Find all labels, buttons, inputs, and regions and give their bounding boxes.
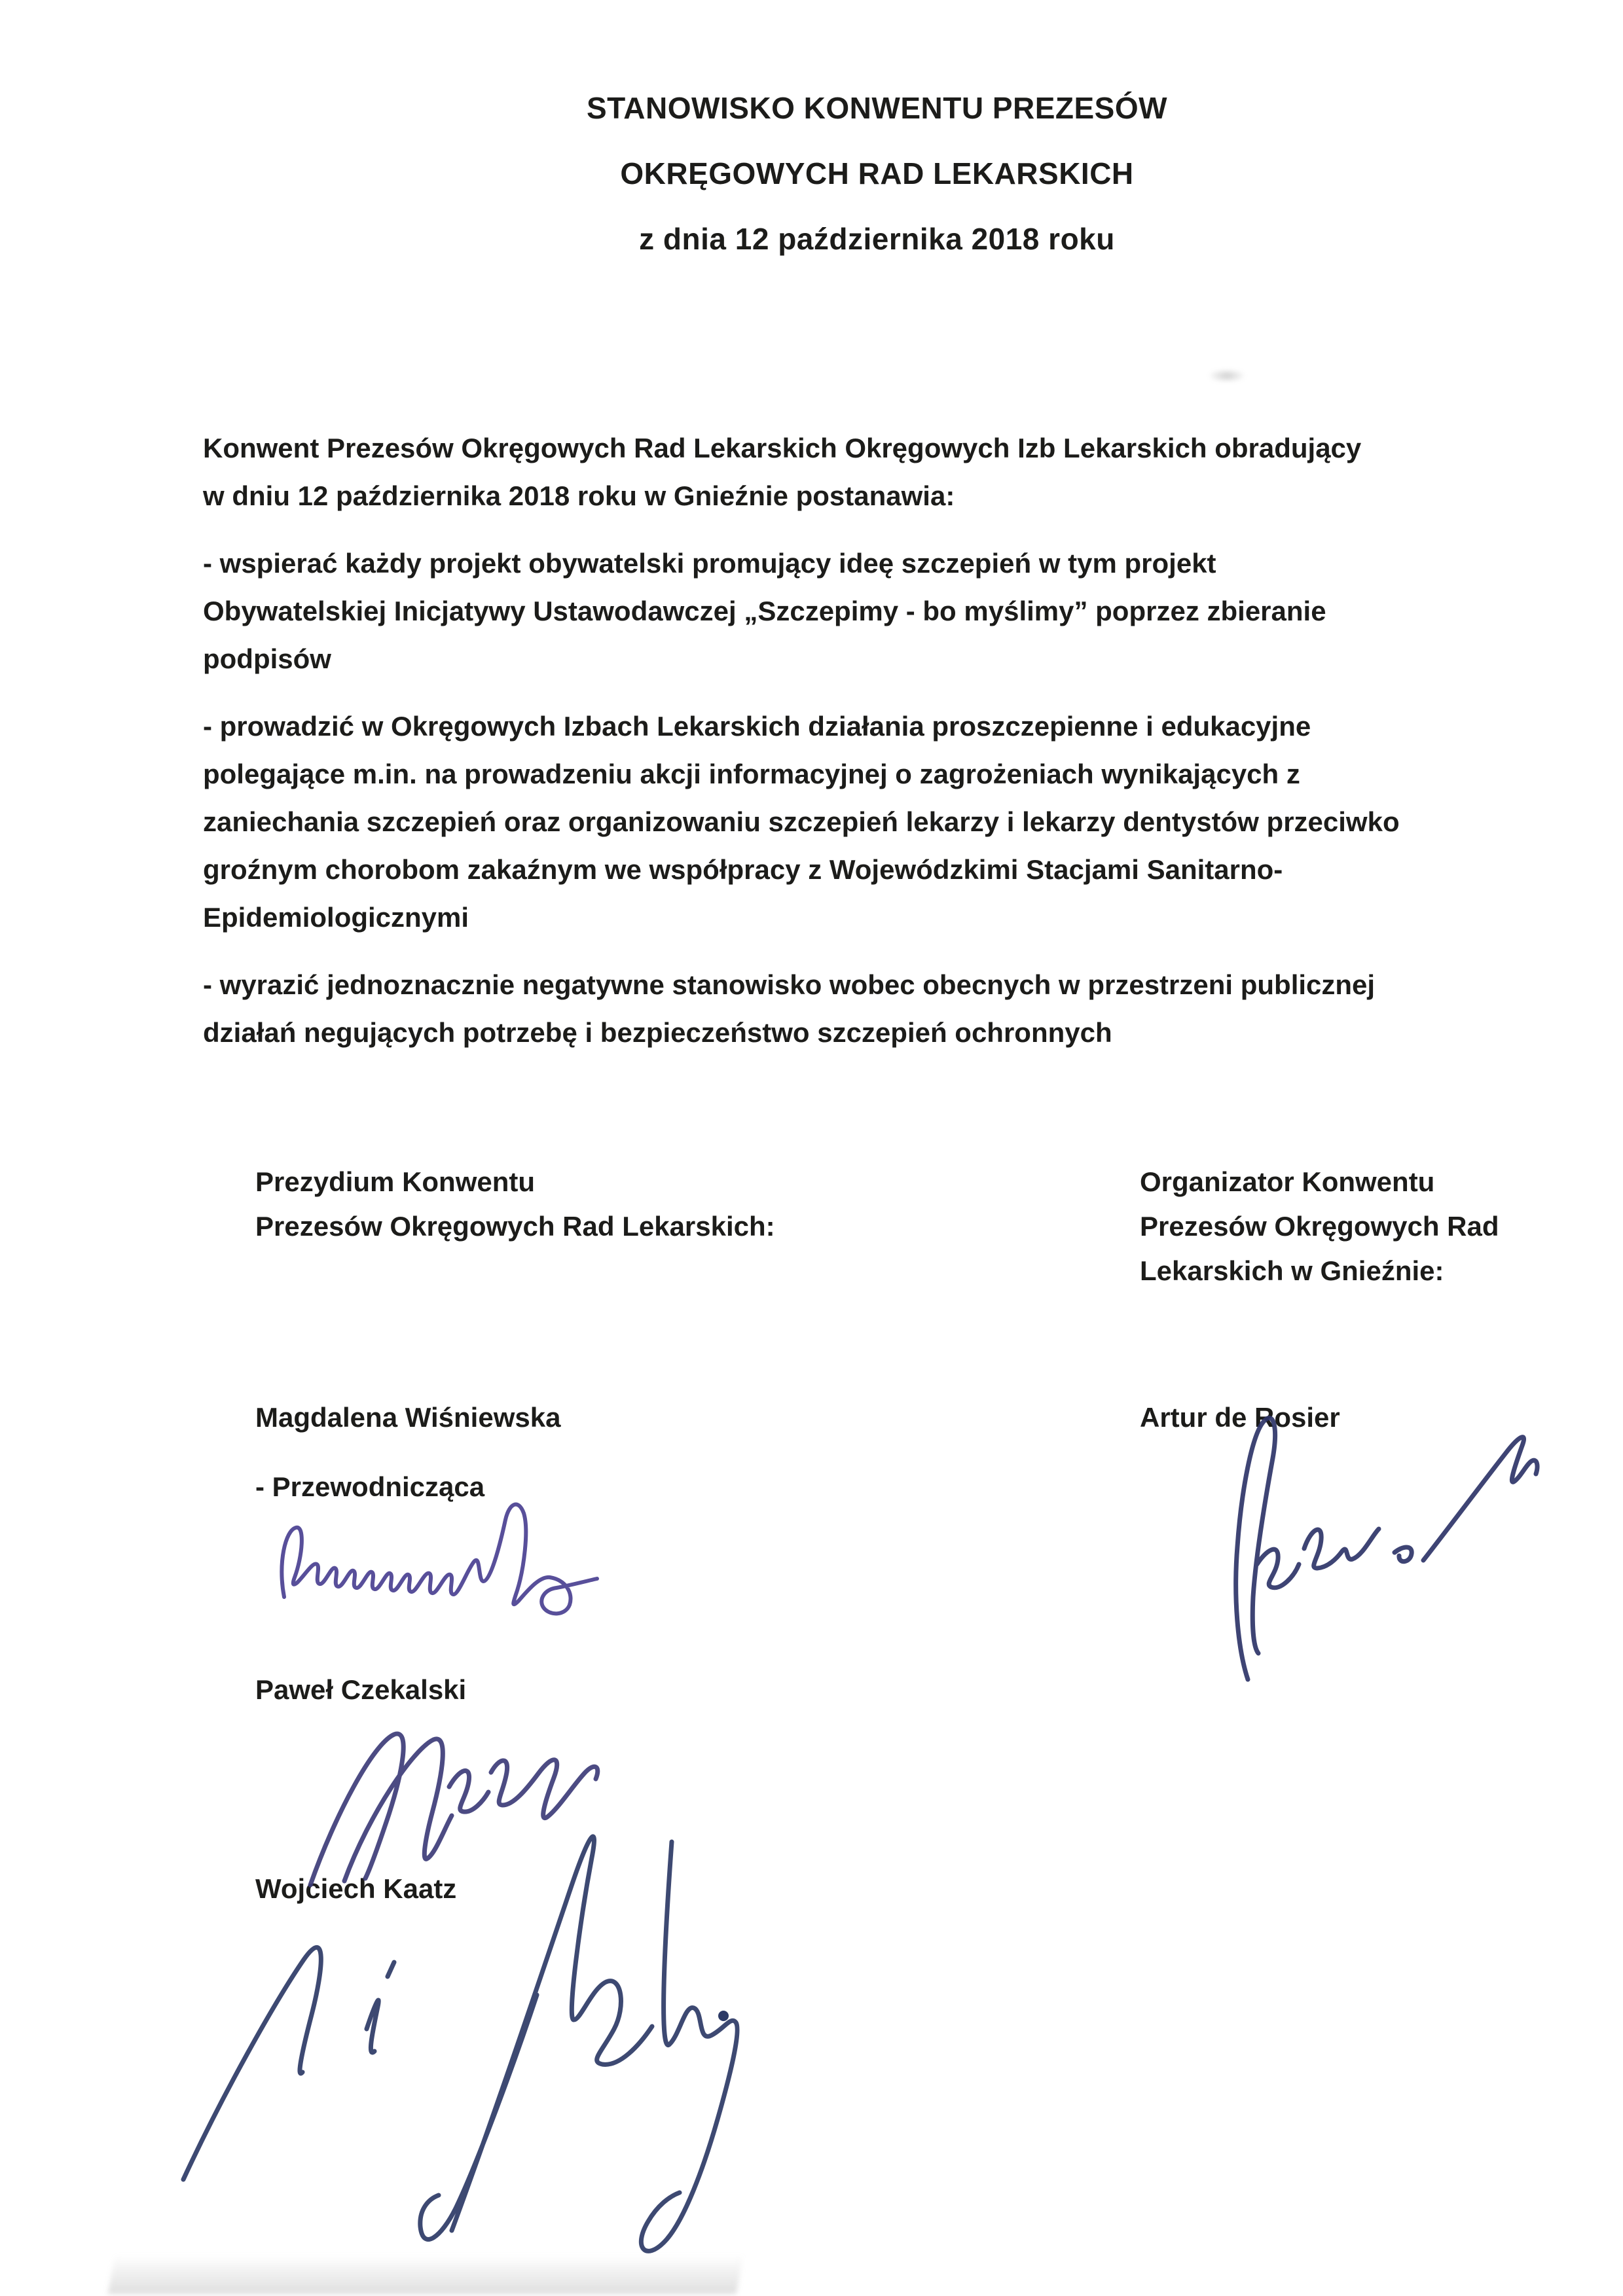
signer-name-magdalena-wisniewska: Magdalena Wiśniewska xyxy=(255,1402,561,1433)
signer-role-przewodniczaca: - Przewodnicząca xyxy=(255,1471,485,1502)
text-line: - wyrazić jednoznacznie negatywne stanowisko wobec obecnych w przestrzeni publicznej xyxy=(203,969,1376,1000)
heading-line: Lekarskich w Gnieźnie: xyxy=(1140,1255,1444,1286)
signature-kaatz xyxy=(170,1799,773,2270)
signature-stroke xyxy=(183,1837,737,2251)
right-column-heading xyxy=(1140,1160,1499,1293)
text-line: - prowadzić w Okręgowych Izbach Lekarskich działania proszczepienne i edukacyjne xyxy=(203,711,1311,742)
bullet-paragraph-3 xyxy=(203,961,1499,1056)
bullet-paragraph-2 xyxy=(203,702,1499,941)
signature-ink-dot xyxy=(718,2011,729,2021)
signer-name-pawel-czekalski: Paweł Czekalski xyxy=(255,1674,467,1705)
signature-de-rosier xyxy=(1192,1399,1552,1694)
signature-stroke xyxy=(1236,1418,1537,1679)
text-line: Obywatelskiej Inicjatywy Ustawodawczej „Szczepimy - bo myślimy” poprzez zbieranie xyxy=(203,596,1326,626)
heading-line: Prezydium Konwentu xyxy=(255,1166,536,1197)
text-line: polegające m.in. na prowadzeniu akcji informacyjnej o zagrożeniach wynikających z xyxy=(203,759,1300,789)
title-line: STANOWISKO KONWENTU PREZESÓW xyxy=(586,91,1168,125)
text-line: groźnym chorobom zakaźnym we współpracy z Wojewódzkimi Stacjami Sanitarno- xyxy=(203,854,1283,885)
scan-shade-artifact xyxy=(108,2255,744,2294)
text-line: - wspierać każdy projekt obywatelski promujący ideę szczepień w tym projekt xyxy=(203,548,1216,579)
left-column-heading xyxy=(255,1160,775,1249)
document-title xyxy=(131,93,1623,289)
heading-line: Organizator Konwentu xyxy=(1140,1166,1435,1197)
text-line: zaniechania szczepień oraz organizowaniu szczepień lekarzy i lekarzy dentystów przeciwko xyxy=(203,806,1400,837)
document-body xyxy=(203,424,1499,1076)
text-line: Konwent Prezesów Okręgowych Rad Lekarskich Okręgowych Izb Lekarskich obradujący xyxy=(203,433,1362,463)
bullet-paragraph-1 xyxy=(203,539,1499,683)
signature-stroke xyxy=(282,1505,597,1614)
scan-smudge-artifact xyxy=(1208,368,1246,383)
intro-paragraph xyxy=(203,424,1499,520)
signer-name-artur-de-rosier: Artur de Rosier xyxy=(1140,1402,1340,1433)
heading-line: Prezesów Okręgowych Rad Lekarskich: xyxy=(255,1211,775,1242)
heading-line: Prezesów Okręgowych Rad xyxy=(1140,1211,1499,1242)
text-line: Epidemiologicznymi xyxy=(203,902,469,933)
signer-name-wojciech-kaatz: Wojciech Kaatz xyxy=(255,1873,457,1904)
text-line: w dniu 12 października 2018 roku w Gnieźnie postanawia: xyxy=(203,480,955,511)
text-line: działań negujących potrzebę i bezpieczeństwo szczepień ochronnych xyxy=(203,1017,1112,1048)
title-line: OKRĘGOWYCH RAD LEKARSKICH xyxy=(620,156,1134,190)
text-line: podpisów xyxy=(203,643,331,674)
signature-wisniewska xyxy=(275,1484,668,1625)
title-line: z dnia 12 października 2018 roku xyxy=(639,222,1115,256)
